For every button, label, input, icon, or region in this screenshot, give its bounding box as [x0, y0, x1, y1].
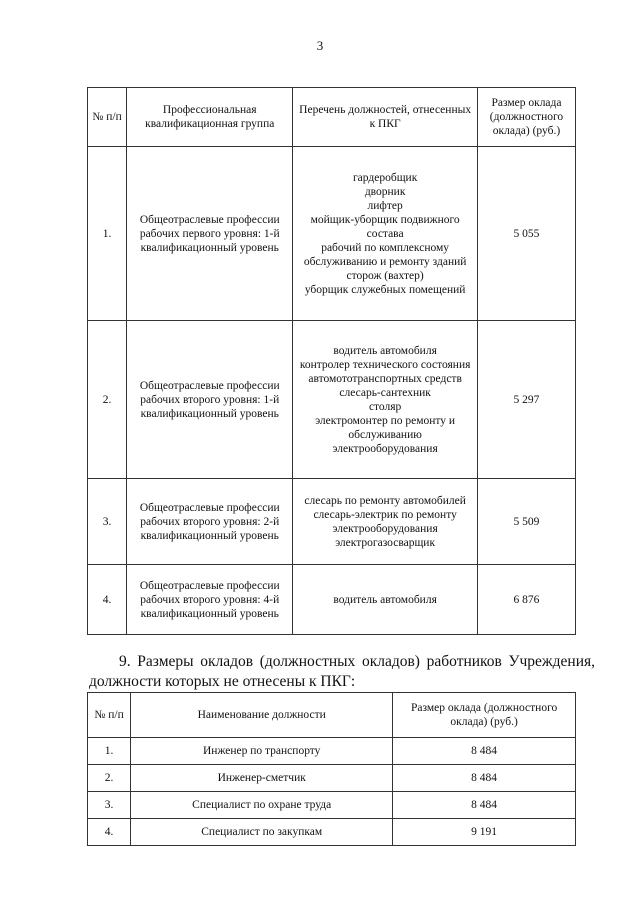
page-number: 3 [316, 38, 324, 53]
row-group: Общеотраслевые профессии рабочих первого уровня: 1-й квалификационный уровень [127, 147, 293, 321]
row-group: Общеотраслевые профессии рабочих второго уровня: 1-й квалификационный уровень [127, 321, 293, 479]
table-row [88, 321, 576, 479]
row-number: 1. [88, 147, 127, 321]
row-positions [293, 479, 478, 565]
row-position-name: Инженер-сметчик [131, 765, 393, 792]
table-header-row [88, 693, 576, 738]
non-pkg-salary-table [87, 692, 576, 846]
header-position-name: Наименование должности [131, 693, 393, 738]
table-row [88, 479, 576, 565]
row-position-name: Специалист по охране труда [131, 792, 393, 819]
row-number: 1. [88, 738, 131, 765]
header-number: № п/п [88, 693, 131, 738]
pkg-salary-table [87, 87, 576, 635]
row-number: 2. [88, 765, 131, 792]
position-item: водитель автомобиля [333, 593, 437, 606]
row-position-name: Специалист по закупкам [131, 819, 393, 846]
position-item: электрогазосварщик [335, 536, 436, 549]
position-item: лифтер [367, 199, 403, 212]
header-group: Профессиональная квалификационная группа [127, 88, 293, 147]
header-positions: Перечень должностей, отнесенных к ПКГ [293, 88, 478, 147]
header-salary: Размер оклада (должностного оклада) (руб.) [477, 88, 575, 147]
row-number: 4. [88, 565, 127, 635]
row-number: 3. [88, 479, 127, 565]
position-item: водитель автомобиля [333, 344, 437, 357]
row-position-name: Инженер по транспорту [131, 738, 393, 765]
row-group: Общеотраслевые профессии рабочих второго уровня: 2-й квалификационный уровень [127, 479, 293, 565]
table-row [88, 565, 576, 635]
position-item: гардеробщик [352, 171, 418, 184]
position-item: слесарь-сантехник [339, 386, 431, 399]
row-salary: 9 191 [393, 819, 576, 846]
row-salary: 5 055 [477, 147, 575, 321]
row-salary: 8 484 [393, 765, 576, 792]
paragraph-text: 9. Размеры окладов (должностных окладов) работников Учреждения, должности которых не отнесены к ПКГ: [89, 652, 595, 690]
row-salary: 8 484 [393, 738, 576, 765]
position-item: контролер технического состояния автомототранспортных средств [299, 358, 471, 385]
table-row [88, 819, 576, 846]
table-row [88, 765, 576, 792]
position-item: слесарь-электрик по ремонту электрооборудования [313, 508, 457, 535]
row-salary: 8 484 [393, 792, 576, 819]
header-number: № п/п [88, 88, 127, 147]
header-salary: Размер оклада (должностного оклада) (руб.) [393, 693, 576, 738]
table-header-row [88, 88, 576, 147]
row-salary: 5 509 [477, 479, 575, 565]
position-item: дворник [364, 185, 406, 198]
section-9-paragraph [89, 652, 595, 692]
row-number: 4. [88, 819, 131, 846]
row-number: 2. [88, 321, 127, 479]
row-salary: 5 297 [477, 321, 575, 479]
position-item: уборщик служебных помещений [304, 283, 466, 296]
row-group: Общеотраслевые профессии рабочих второго уровня: 4-й квалификационный уровень [127, 565, 293, 635]
row-positions [293, 147, 478, 321]
position-item: слесарь по ремонту автомобилей [304, 494, 466, 507]
table-row [88, 738, 576, 765]
row-number: 3. [88, 792, 131, 819]
position-item: сторож (вахтер) [346, 269, 424, 282]
row-salary: 6 876 [477, 565, 575, 635]
row-positions [293, 321, 478, 479]
position-item: электромонтер по ремонту и обслуживанию электрооборудования [315, 414, 456, 455]
row-positions [293, 565, 478, 635]
position-item: мойщик-уборщик подвижного состава [310, 213, 460, 240]
table-row [88, 147, 576, 321]
position-item: рабочий по комплексному обслуживанию и ремонту зданий [303, 241, 467, 268]
position-item: столяр [368, 400, 402, 413]
table-row [88, 792, 576, 819]
